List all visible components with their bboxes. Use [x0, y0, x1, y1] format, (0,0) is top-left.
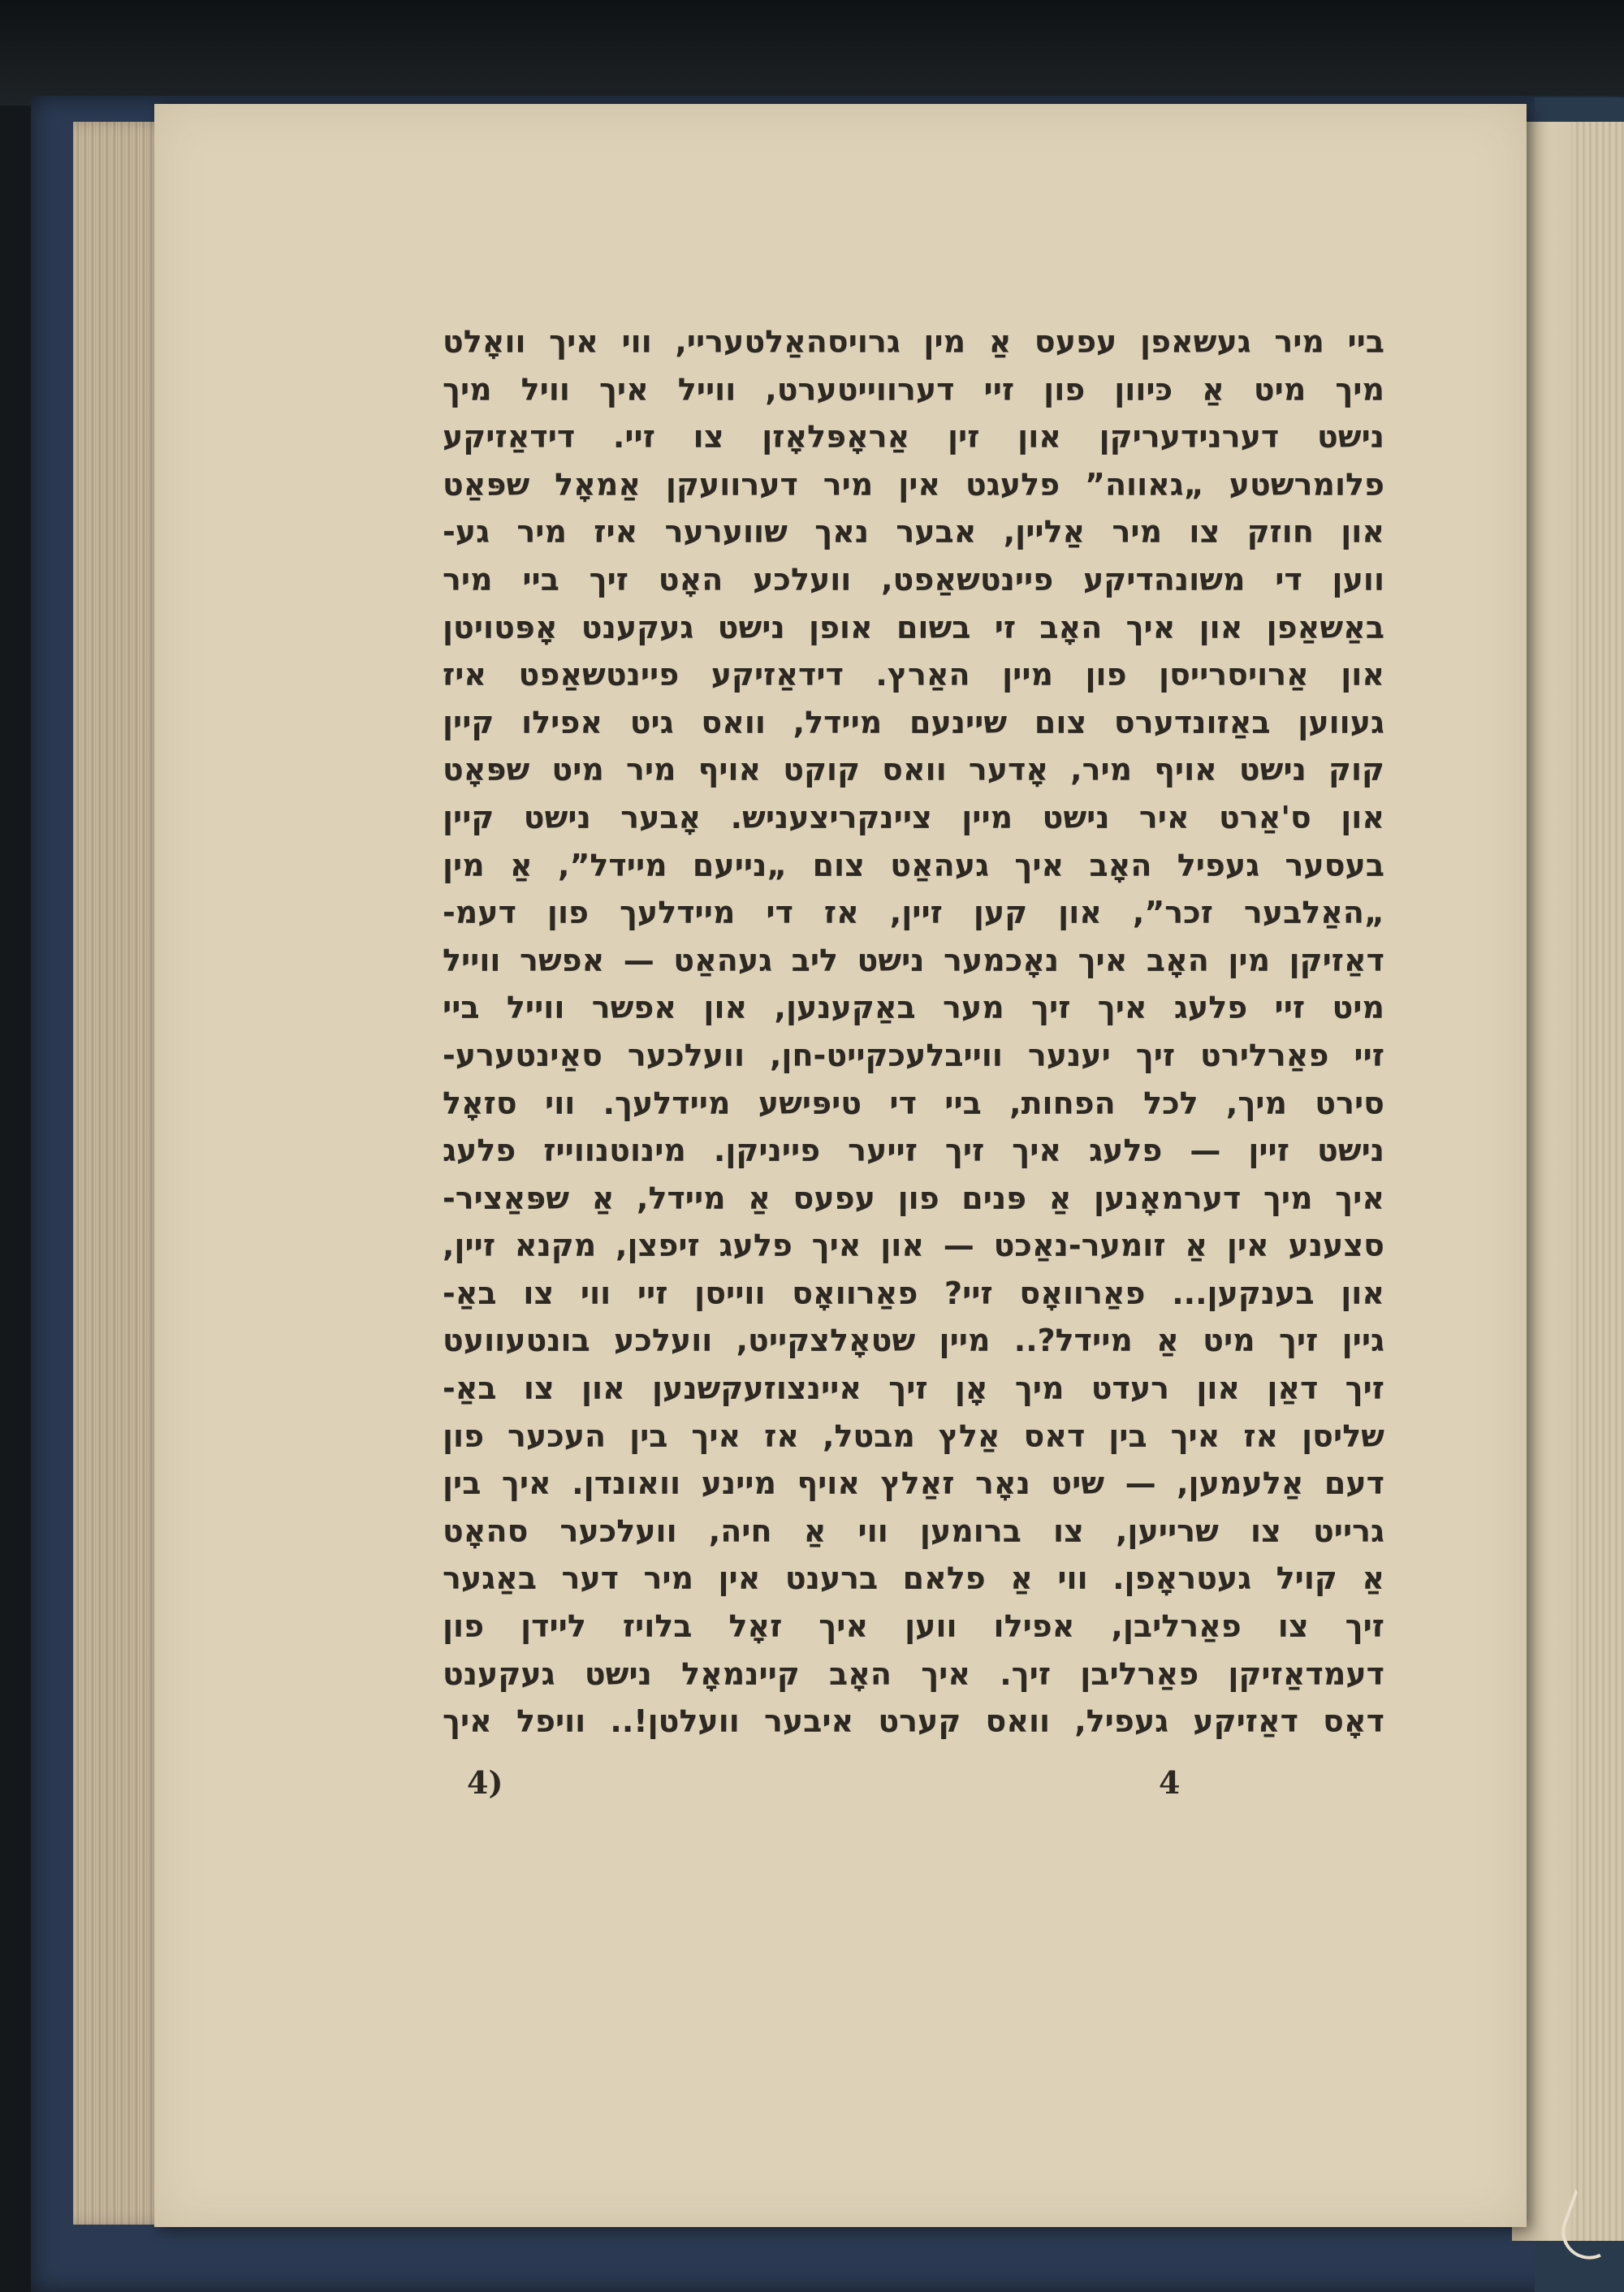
text-line: נישט דערנידעריקן און זין אַראָפּלאָזן צו זיי. דידאַזיקע: [443, 419, 1384, 455]
text-line: „האַלבער זכר”, און קען זיין, אז די מיידלעך פון דעמ-: [443, 895, 1384, 931]
body-text: [443, 318, 1384, 1746]
text-line: סצענע אין אַ זומער-נאַכט — און איך פלעג זיפצן, מקנא זיין,: [443, 1228, 1384, 1264]
text-line: און אַרויסרייסן פון מיין האַרץ. דידאַזיקע פיינטשאַפט איז: [443, 657, 1384, 693]
text-line: גרייט צו שרייען, צו ברומען ווי אַ חיה, וועלכער סהאָט: [443, 1513, 1384, 1549]
folio-signature: 4): [467, 1764, 503, 1801]
text-line: און בענקען... פאַרוואָס זיי? פאַרוואָס ווייסן זיי ווי צו באַ-: [443, 1275, 1384, 1311]
text-line: מיך מיט אַ כּיוון פון זיי דערווייטערט, ווייל איך וויל מיך: [443, 371, 1384, 408]
text-line: אַ קויל געטראָפן. ווי אַ פלאם ברענט אין מיר דער באַגער: [443, 1560, 1384, 1597]
text-line: סירט מיך, לכל הפחות, ביי די טיפּישע מיידלעך. ווי סזאָל: [443, 1085, 1384, 1121]
text-line: קוק נישט אויף מיר, אָדער וואס קוקט אויף מיר מיט שפּאָט: [443, 752, 1384, 788]
text-line: זיי פאַרלירט זיך יענער ווייבלעכקייט-חן, וועלכער סאַינטערע-: [443, 1037, 1384, 1073]
text-line: מיט זיי פלעג איך זיך מער באַקענען, און אפשר ווייל ביי: [443, 990, 1384, 1026]
text-line: געווען באַזונדערס צום שיינעם מיידל, וואס גיט אפילו קיין: [443, 704, 1384, 740]
text-line: ביי מיר געשאפן עפעס אַ מין גרויסהאַלטעריי, ווי איך וואָלט: [443, 324, 1384, 360]
text-line: באַשאַפן און איך האָב זי בשום אופן נישט געקענט אָפּטויטן: [443, 609, 1384, 645]
page-number: 4: [1159, 1764, 1181, 1801]
text-line: איך מיך דערמאָנען אַ פּנים פון עפעס אַ מיידל, אַ שפּאַציר-: [443, 1180, 1384, 1216]
text-line: זיך צו פאַרליבן, אפילו ווען איך זאָל בלויז ליידן פון: [443, 1608, 1384, 1645]
text-line: גיין זיך מיט אַ מיידל?.. מיין שטאָלצקייט, וועלכע בונטעוועט: [443, 1323, 1384, 1359]
text-line: נישט זיין — פלעג איך זיך זייער פייניקן. מינוטנווייז פלעג: [443, 1133, 1384, 1169]
text-line: און חוזק צו מיר אַליין, אבער נאך שווערער איז מיר גע-: [443, 514, 1384, 550]
text-line: און ס'אַרט איר נישט מיין ציינקריצעניש. אָבער נישט קיין: [443, 799, 1384, 835]
text-line: בעסער געפיל האָב איך געהאַט צום „נייעם מיידל”, אַ מין: [443, 847, 1384, 883]
next-page-stack: [1571, 122, 1624, 2241]
background: [0, 0, 1624, 106]
text-line: פלומרשטע „גאווה” פלעגט אין מיר דערוועקן אַמאָל שפּאַט: [443, 466, 1384, 503]
text-line: דעם אַלעמען, — שיט נאָר זאַלץ אויף מיינע וואונדן. איך בין: [443, 1465, 1384, 1502]
text-line: ווען די משונהדיקע פיינטשאַפט, וועלכע האָט זיך ביי מיר: [443, 561, 1384, 598]
text-line: שליסן אז איך בין דאס אַלץ מבטל, אז איך בין העכער פון: [443, 1418, 1384, 1454]
text-line: דאָס דאַזיקע געפיל, וואס קערט איבער וועלטן!.. וויפל איך: [443, 1703, 1384, 1740]
text-line: זיך דאַן און רעדט מיך אָן זיך איינצוזעקשנען און צו באַ-: [443, 1370, 1384, 1407]
text-line: דאַזיקן מין האָב איך נאָכמער נישט ליב געהאַט — אפשר ווייל: [443, 942, 1384, 978]
text-line: דעמדאַזיקן פאַרליבן זיך. איך האָב קיינמאָל נישט געקענט: [443, 1655, 1384, 1692]
